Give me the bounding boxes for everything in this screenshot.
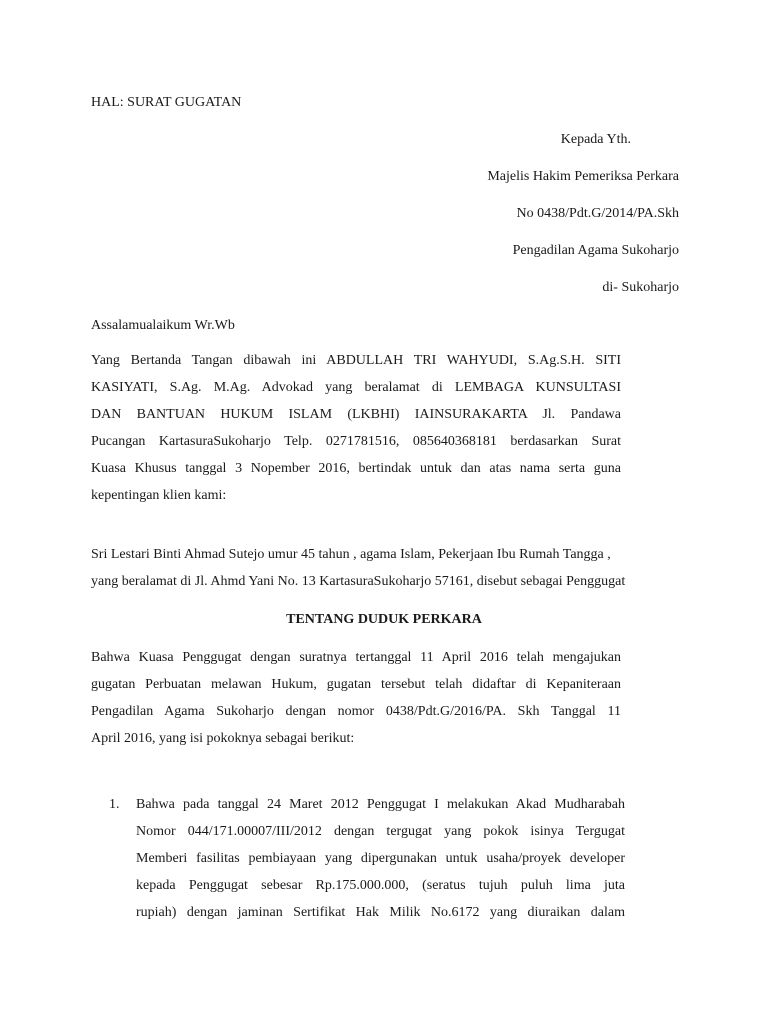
list-number-1: 1.	[109, 797, 120, 812]
intro-line-4: Pucangan KartasuraSukoharjo Telp. 0271781516, 085640368181 berdasarkan Surat	[91, 434, 621, 449]
client-line-1: Sri Lestari Binti Ahmad Sutejo umur 45 tahun , agama Islam, Pekerjaan Ibu Rumah Tangga ,	[91, 547, 611, 562]
case-line-1: Bahwa Kuasa Penggugat dengan suratnya tertanggal 11 April 2016 telah mengajukan	[91, 650, 621, 665]
section-heading: TENTANG DUDUK PERKARA	[286, 612, 482, 627]
list-item-1-line-1: Bahwa pada tanggal 24 Maret 2012 Penggugat I melakukan Akad Mudharabah	[136, 797, 625, 812]
intro-line-1: Yang Bertanda Tangan dibawah ini ABDULLAH TRI WAHYUDI, S.Ag.S.H. SITI	[91, 353, 621, 368]
list-item-1-line-5: rupiah) dengan jaminan Sertifikat Hak Milik No.6172 yang diuraikan dalam	[136, 905, 625, 920]
list-item-1-line-4: kepada Penggugat sebesar Rp.175.000.000, (seratus tujuh puluh lima juta	[136, 878, 625, 893]
client-line-2: yang beralamat di Jl. Ahmd Yani No. 13 KartasuraSukoharjo 57161, disebut sebagai Penggugat	[91, 574, 626, 589]
intro-line-3: DAN BANTUAN HUKUM ISLAM (LKBHI) IAINSURAKARTA Jl. Pandawa	[91, 407, 621, 422]
greeting: Assalamualaikum Wr.Wb	[91, 318, 235, 333]
case-line-4: April 2016, yang isi pokoknya sebagai berikut:	[91, 731, 355, 746]
case-line-3: Pengadilan Agama Sukoharjo dengan nomor 0438/Pdt.G/2016/PA. Skh Tanggal 11	[91, 704, 621, 719]
recipient-line-3: No 0438/Pdt.G/2014/PA.Skh	[516, 206, 679, 221]
case-line-2: gugatan Perbuatan melawan Hukum, gugatan tersebut telah didaftar di Kepaniteraan	[91, 677, 621, 692]
list-item-1-line-3: Memberi fasilitas pembiayaan yang dipergunakan untuk usaha/proyek developer	[136, 851, 625, 866]
recipient-line-1: Kepada Yth.	[560, 132, 631, 147]
recipient-line-4: Pengadilan Agama Sukoharjo	[512, 243, 679, 258]
list-item-1-line-2: Nomor 044/171.00007/III/2012 dengan tergugat yang pokok isinya Tergugat	[136, 824, 625, 839]
intro-line-2: KASIYATI, S.Ag. M.Ag. Advokad yang beralamat di LEMBAGA KUNSULTASI	[91, 380, 621, 395]
recipient-line-2: Majelis Hakim Pemeriksa Perkara	[487, 169, 679, 184]
subject-line: HAL: SURAT GUGATAN	[91, 95, 242, 110]
intro-line-5: Kuasa Khusus tanggal 3 Nopember 2016, bertindak untuk dan atas nama serta guna	[91, 461, 621, 476]
recipient-line-5: di- Sukoharjo	[602, 280, 679, 295]
intro-line-6: kepentingan klien kami:	[91, 488, 227, 503]
